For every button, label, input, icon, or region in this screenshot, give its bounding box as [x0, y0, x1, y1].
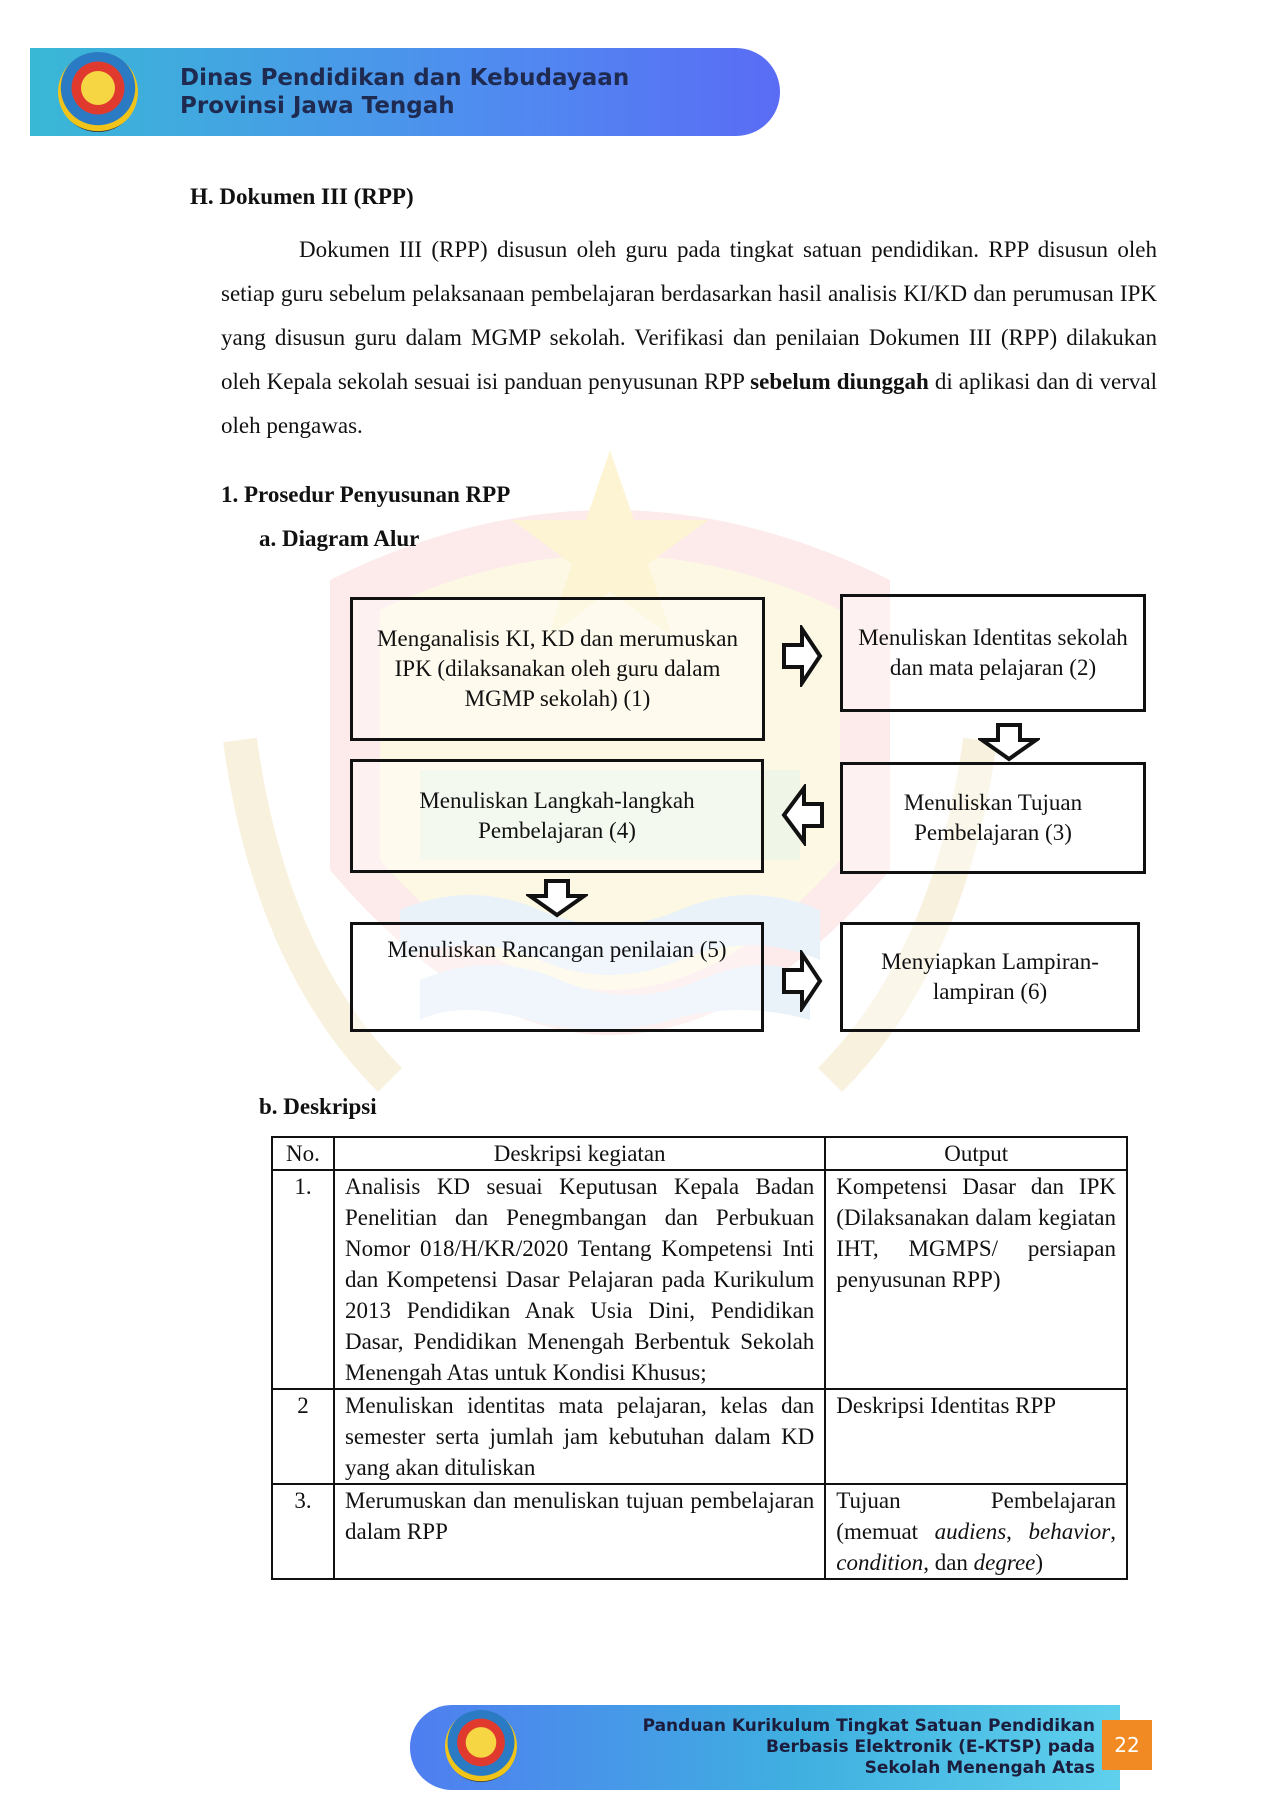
header-line-2: Provinsi Jawa Tengah: [180, 93, 455, 119]
province-logo-icon: [445, 1710, 517, 1782]
paragraph-bold-text: sebelum diunggah: [750, 369, 929, 394]
arrow-down-icon: [978, 722, 1040, 762]
cell-output: Deskripsi Identitas RPP: [825, 1389, 1127, 1484]
description-heading: b. Deskripsi: [259, 1094, 377, 1119]
flow-box-4: Menuliskan Langkah-langkah Pembelajaran (4): [350, 759, 764, 873]
page-number: 22: [1102, 1720, 1152, 1770]
cell-output: Kompetensi Dasar dan IPK (Dilaksanakan dalam kegiatan IHT, MGMPS/ persiapan penyusunan RPP): [825, 1170, 1127, 1389]
cell-output: [825, 1484, 1127, 1579]
footer-line-2: Berbasis Elektronik (E-KTSP) pada: [766, 1737, 1095, 1757]
output-text: , dan: [923, 1550, 974, 1575]
header-description: Deskripsi kegiatan: [334, 1137, 825, 1170]
footer-title: [590, 1716, 1095, 1779]
section-heading: H. Dokumen III (RPP): [190, 184, 414, 209]
paragraph-text-2: di aplikasi dan di verval oleh pengawas.: [221, 369, 1157, 438]
output-text: Tujuan Pembelajaran (memuat: [836, 1488, 1116, 1544]
footer-line-3: Sekolah Menengah Atas: [864, 1758, 1095, 1778]
header-title: [180, 64, 629, 120]
output-text: ,: [1110, 1519, 1116, 1544]
arrow-right-icon: [780, 950, 824, 1012]
output-italic: behavior: [1028, 1519, 1111, 1544]
cell-no: 1.: [272, 1170, 334, 1389]
arrow-right-icon: [780, 625, 824, 687]
output-italic: audiens: [934, 1519, 1007, 1544]
subsection-heading: 1. Prosedur Penyusunan RPP: [221, 482, 511, 507]
flow-box-5: Menuliskan Rancangan penilaian (5): [350, 922, 764, 1032]
header-no: No.: [272, 1137, 334, 1170]
arrow-left-icon: [778, 784, 826, 846]
flow-box-1: Menganalisis KI, KD dan merumuskan IPK (dilaksanakan oleh guru dalam MGMP sekolah) (1): [350, 597, 765, 741]
cell-no: 3.: [272, 1484, 334, 1579]
cell-description: Analisis KD sesuai Keputusan Kepala Badan Penelitian dan Penegmbangan dan Perbukuan Nomor 018/H/KR/2020 Tentang Kompetensi Inti dan Kompetensi Dasar Pelajaran pada Kurikulum 2013 Pendidikan Anak Usia Dini, Pendidikan Dasar, Pendidikan Menengah Berbentuk Sekolah Menengah Atas untuk Kondisi Khusus;: [334, 1170, 825, 1389]
description-table: [271, 1136, 1128, 1580]
output-italic: condition: [836, 1550, 924, 1575]
section-paragraph: [221, 228, 1157, 448]
paragraph-text-1: Dokumen III (RPP) disusun oleh guru pada tingkat satuan pendidikan. RPP disusun oleh setiap guru sebelum pelaksanaan pembelajaran berdasarkan hasil analisis KI/KD dan perumusan IPK yang disusun guru dalam MGMP sekolah. Verifikasi dan penilaian Dokumen III (RPP) dilakukan oleh Kepala sekolah sesuai isi panduan penyusunan RPP: [221, 237, 1157, 394]
table-header-row: [272, 1137, 1127, 1170]
cell-description: Menuliskan identitas mata pelajaran, kelas dan semester serta jumlah jam kebutuhan dalam KD yang akan dituliskan: [334, 1389, 825, 1484]
output-text: ,: [1006, 1519, 1029, 1544]
output-italic: degree: [973, 1550, 1036, 1575]
cell-description: Merumuskan dan menuliskan tujuan pembelajaran dalam RPP: [334, 1484, 825, 1579]
table-row: [272, 1389, 1127, 1484]
header-output: Output: [825, 1137, 1127, 1170]
arrow-down-icon: [526, 878, 588, 918]
flow-box-3: Menuliskan Tujuan Pembelajaran (3): [840, 762, 1146, 874]
flow-box-6: Menyiapkan Lampiran-lampiran (6): [840, 922, 1140, 1032]
province-logo-icon: [58, 52, 138, 132]
header-line-1: Dinas Pendidikan dan Kebudayaan: [180, 65, 630, 91]
table-row: [272, 1170, 1127, 1389]
table-row: [272, 1484, 1127, 1579]
output-text: ): [1035, 1550, 1044, 1575]
cell-no: 2: [272, 1389, 334, 1484]
diagram-heading: a. Diagram Alur: [259, 526, 420, 551]
footer-line-1: Panduan Kurikulum Tingkat Satuan Pendidikan: [642, 1716, 1095, 1736]
flow-box-2: Menuliskan Identitas sekolah dan mata pelajaran (2): [840, 594, 1146, 712]
